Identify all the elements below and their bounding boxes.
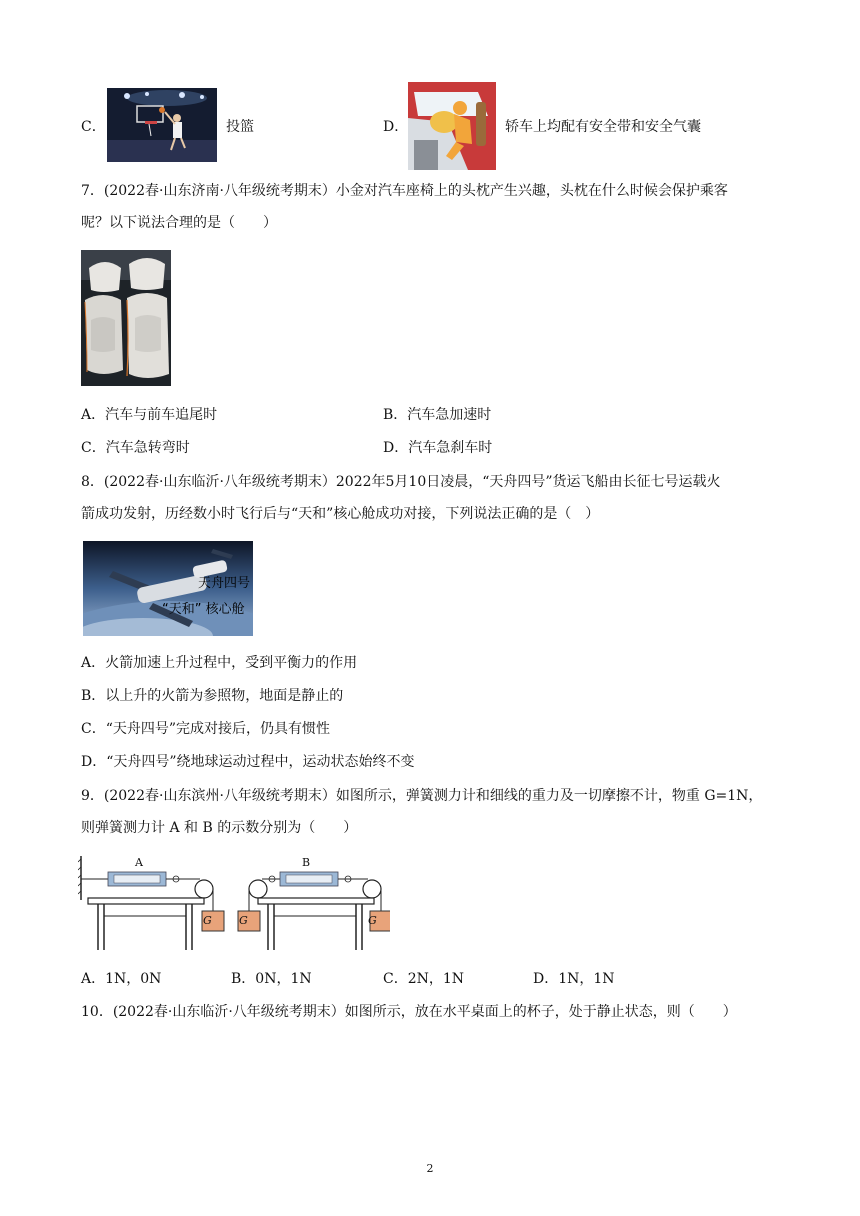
figure-label-b: B [302,856,311,869]
q8-stem-line-2: 箭成功发射，历经数小时飞行后与“天和”核心舱成功对接，下列说法正确的是（ ） [81,506,600,522]
option-d-text: 轿车上均配有安全带和安全气囊 [505,119,701,135]
q7-option-c: C．汽车急转弯时 [81,440,190,456]
weight-label-g-3: G [368,914,377,927]
car-airbag-image [408,82,496,170]
image-label-tianhe: “天和” 核心舱 [162,602,245,617]
q9-stem-line-1: 9．(2022春·山东滨州·八年级统考期末）如图所示，弹簧测力计和细线的重力及一切摩擦不计，物重 G=1N， [81,788,763,804]
figure-label-a: A [135,856,143,869]
q7-stem-line-1: 7．(2022春·山东济南·八年级统考期末）小金对汽车座椅上的头枕产生兴趣，头枕在什么时候会保护乘客 [81,183,728,199]
q7-stem-line-2: 呢？以下说法合理的是（ ） [81,215,277,231]
q8-option-a: A．火箭加速上升过程中，受到平衡力的作用 [81,655,358,671]
q8-stem-line-1: 8．(2022春·山东临沂·八年级统考期末）2022年5月10日凌晨，“天舟四号”货运飞船由长征七号运载火 [81,474,721,490]
option-c-label: C． [81,119,106,135]
option-c-text: 投篮 [226,119,254,135]
car-headrest-image [81,250,171,386]
page-number: 2 [426,1162,434,1175]
image-label-tianzhou: 天舟四号 [198,576,251,591]
q8-option-d: D．“天舟四号”绕地球运动过程中，运动状态始终不变 [81,754,415,770]
spring-scale-figure [78,856,390,952]
q9-stem-line-2: 则弹簧测力计 A 和 B 的示数分别为（ ） [81,820,358,836]
q7-option-d: D．汽车急刹车时 [383,440,493,456]
q10-stem-line-1: 10．(2022春·山东临沂·八年级统考期末）如图所示，放在水平桌面上的杯子，处于静止状态，则（ ） [81,1004,737,1020]
q8-option-b: B．以上升的火箭为参照物，地面是静止的 [81,688,344,704]
q7-option-a: A．汽车与前车追尾时 [81,407,218,423]
q9-option-d: D．1N，1N [533,971,615,987]
q7-option-b: B．汽车急加速时 [383,407,492,423]
q9-option-a: A．1N，0N [81,971,162,987]
q9-option-b: B．0N，1N [231,971,312,987]
weight-label-g-2: G [239,914,248,927]
weight-label-g-1: G [203,914,212,927]
q8-option-c: C．“天舟四号”完成对接后，仍具有惯性 [81,721,331,737]
basketball-shot-image [107,88,217,162]
q9-option-c: C．2N，1N [383,971,465,987]
option-d-label: D． [383,119,409,135]
